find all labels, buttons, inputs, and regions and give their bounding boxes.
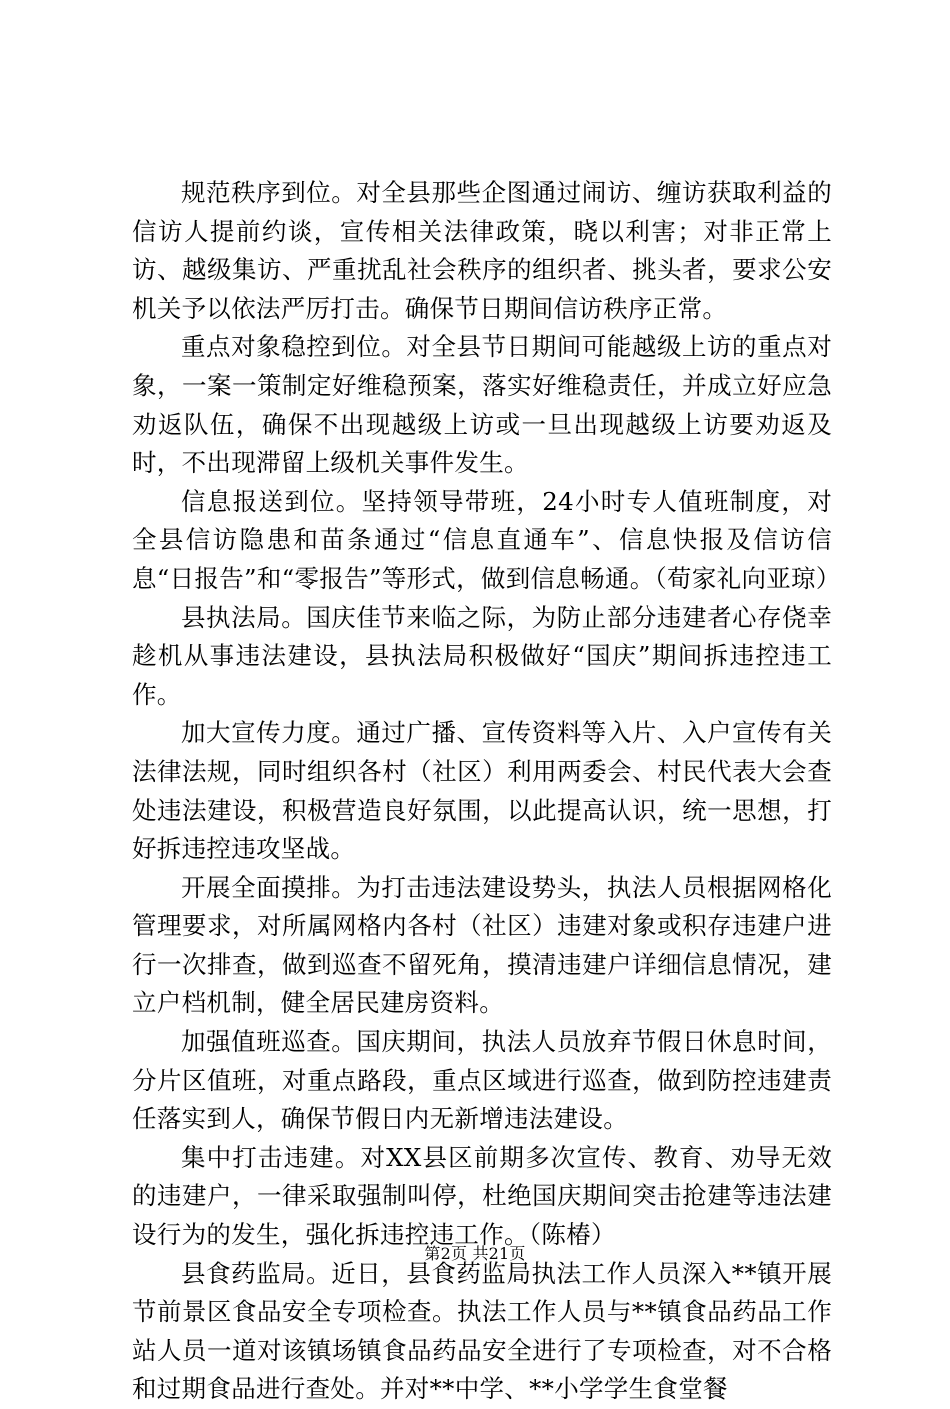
paragraph-food-drug-bureau: 县食药监局。近日，县食药监局执法工作人员深入**镇开展节前景区食品安全专项检查。执法工作人员与**镇食品药品工作站人员一道对该镇场镇食品药品安全进行了专项检查，对不合格和过期食品进行查处。并对**中学、**小学学生食堂餐 bbox=[132, 1258, 832, 1404]
document-body bbox=[132, 174, 841, 1409]
paragraph-key-targets: 重点对象稳控到位。对全县节日期间可能越级上访的重点对象，一案一策制定好维稳预案，落实好维稳责任，并成立好应急劝返队伍，确保不出现越级上访或一旦出现越级上访要劝返及时，不出现滞留上级机关事件发生。 bbox=[132, 332, 832, 478]
paragraph-petition-order: 规范秩序到位。对全县那些企图通过闹访、缠访获取利益的信访人提前约谈，宣传相关法律政策，晓以利害；对非正常上访、越级集访、严重扰乱社会秩序的组织者、挑头者，要求公安机关予以依法严厉打击。确保节日期间信访秩序正常。 bbox=[132, 178, 832, 323]
paragraph-crackdown: 集中打击违建。对XX县区前期多次宣传、教育、劝导无效的违建户，一律采取强制叫停，杜绝国庆期间突击抢建等违法建设行为的发生，强化拆违控违工作。（陈椿） bbox=[132, 1142, 832, 1250]
paragraph-investigation: 开展全面摸排。为打击违法建设势头，执法人员根据网格化管理要求，对所属网格内各村（社区）违建对象或积存违建户进行一次排查，做到巡查不留死角，摸清违建户详细信息情况，建立户档机制，健全居民建房资料。 bbox=[132, 872, 832, 1018]
page-number: 第2页 共21页 bbox=[424, 1244, 526, 1263]
paragraph-enforcement-bureau: 县执法局。国庆佳节来临之际，为防止部分违建者心存侥幸趁机从事违法建设，县执法局积极做好“国庆”期间拆违控违工作。 bbox=[132, 602, 832, 709]
paragraph-patrol: 加强值班巡查。国庆期间，执法人员放弃节假日休息时间，分片区值班，对重点路段，重点区域进行巡查，做到防控违建责任落实到人，确保节假日内无新增违法建设。 bbox=[132, 1027, 832, 1134]
paragraph-publicity: 加大宣传力度。通过广播、宣传资料等入片、入户宣传有关法律法规，同时组织各村（社区）利用两委会、村民代表大会查处违法建设，积极营造良好氛围，以此提高认识，统一思想，打好拆违控违攻坚战。 bbox=[132, 718, 832, 864]
paragraph-info-reporting: 信息报送到位。坚持领导带班，24小时专人值班制度，对全县信访隐患和苗条通过“信息直通车”、信息快报及信访信息“日报告”和“零报告”等形式，做到信息畅通。（荀家礼向亚琼） bbox=[132, 486, 841, 593]
